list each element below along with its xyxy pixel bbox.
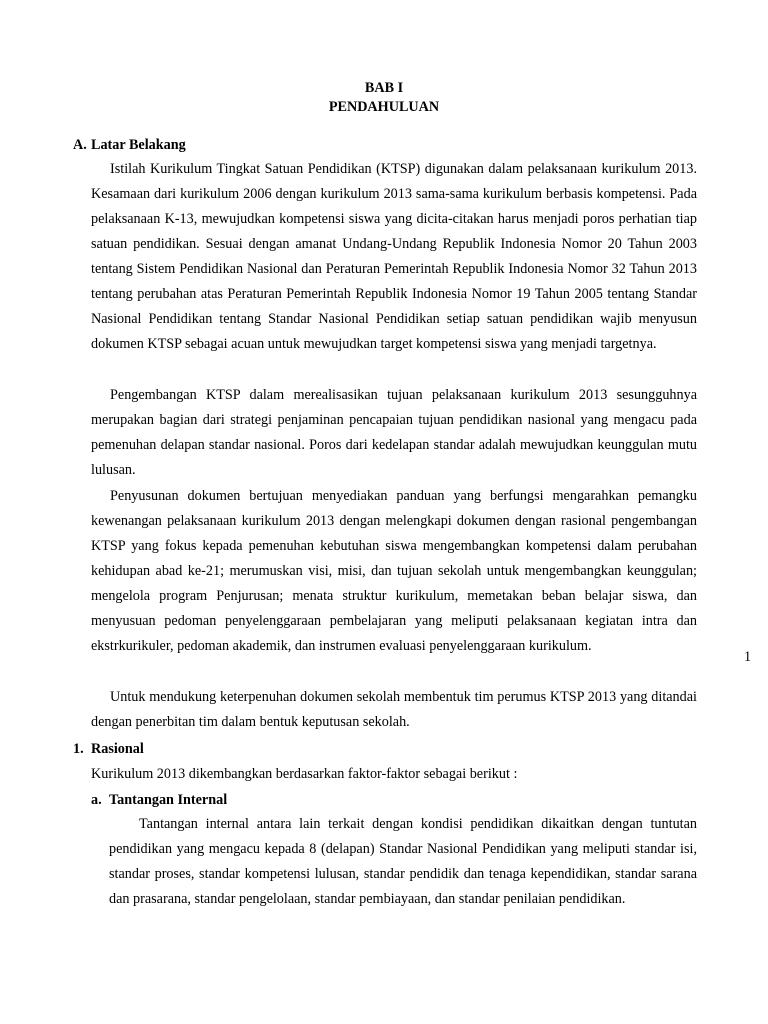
section-a-paragraph-1: Istilah Kurikulum Tingkat Satuan Pendidikan (KTSP) digunakan dalam pelaksanaan kurikulum 2013. Kesamaan dari kurikulum 2006 dengan kurikulum 2013 sama-sama kurikulum berbasis kompetensi. Pada pelaksanaan K-13, mewujudkan kompetensi siswa yang dicita-citakan harus menjadi poros perhatian tiap satuan pendidikan. Sesuai dengan amanat Undang-Undang Republik Indonesia Nomor 20 Tahun 2003 tentang Sistem Pendidikan Nasional dan Peraturan Pemerintah Republik Indonesia Nomor 32 Tahun 2013 tentang perubahan atas Peraturan Pemerintah Republik Indonesia Nomor 19 Tahun 2005 tentang Standar Nasional Pendidikan tentang Standar Nasional Pendidikan setiap satuan pendidikan wajib menyusun dokumen KTSP sebagai acuan untuk mewujudkan target kompetensi siswa yang menjadi targetnya.: [91, 161, 697, 352]
chapter-label: BAB I: [364, 80, 404, 96]
subsection-1-intro: Kurikulum 2013 dikembangkan berdasarkan faktor-faktor sebagai berikut :: [91, 766, 518, 782]
section-a-paragraph-3: Penyusunan dokumen bertujuan menyediakan panduan yang berfungsi mengarahkan pemangku kewenangan pelaksanaan kurikulum 2013 dengan melengkapi dokumen dengan rasional pengembangan KTSP yang fokus kepada pemenuhan kebutuhan siswa mengembangkan kompetensi dalam perubahan kehidupan abad ke-21; merumuskan visi, misi, dan tujuan sekolah untuk mengembangkan keunggulan; mengelola program Penjurusan; menata struktur kurikulum, memetakan beban belajar siswa, dan menyusuan pedoman penyelenggaraan pembelajaran yang meliputi pelaksanaan kegiatan intra dan ekstrkurikuler, pedoman akademik, dan instrumen evaluasi penyelenggaraan kurikulum.: [91, 488, 697, 654]
section-a-title: Latar Belakang: [91, 137, 186, 153]
subsection-1-title: Rasional: [91, 741, 144, 757]
page-number: 1: [744, 649, 752, 665]
chapter-title: PENDAHULUAN: [328, 99, 440, 115]
section-a-number: A.: [73, 137, 87, 153]
subsection-a-number: a.: [91, 792, 102, 808]
subsection-1-number: 1.: [73, 741, 84, 757]
subsection-a-paragraph: Tantangan internal antara lain terkait dengan kondisi pendidikan dikaitkan dengan tuntutan pendidikan yang mengacu kepada 8 (delapan) Standar Nasional Pendidikan yang meliputi standar isi, standar proses, standar kompetensi lulusan, standar pendidik dan tenaga kependidikan, standar sarana dan prasarana, standar pengelolaan, standar pembiayaan, dan standar penilaian pendidikan.: [109, 816, 697, 907]
section-a-paragraph-2: Pengembangan KTSP dalam merealisasikan tujuan pelaksanaan kurikulum 2013 sesungguhnya merupakan bagian dari strategi penjaminan pencapaian tujuan pendidikan nasional yang mengacu pada pemenuhan delapan standar nasional. Poros dari kedelapan standar adalah mewujudkan keunggulan mutu lulusan.: [91, 387, 697, 478]
section-a-paragraph-4: Untuk mendukung keterpenuhan dokumen sekolah membentuk tim perumus KTSP 2013 yang ditandai dengan penerbitan tim dalam bentuk keputusan sekolah.: [91, 689, 697, 730]
subsection-a-title: Tantangan Internal: [109, 792, 228, 808]
